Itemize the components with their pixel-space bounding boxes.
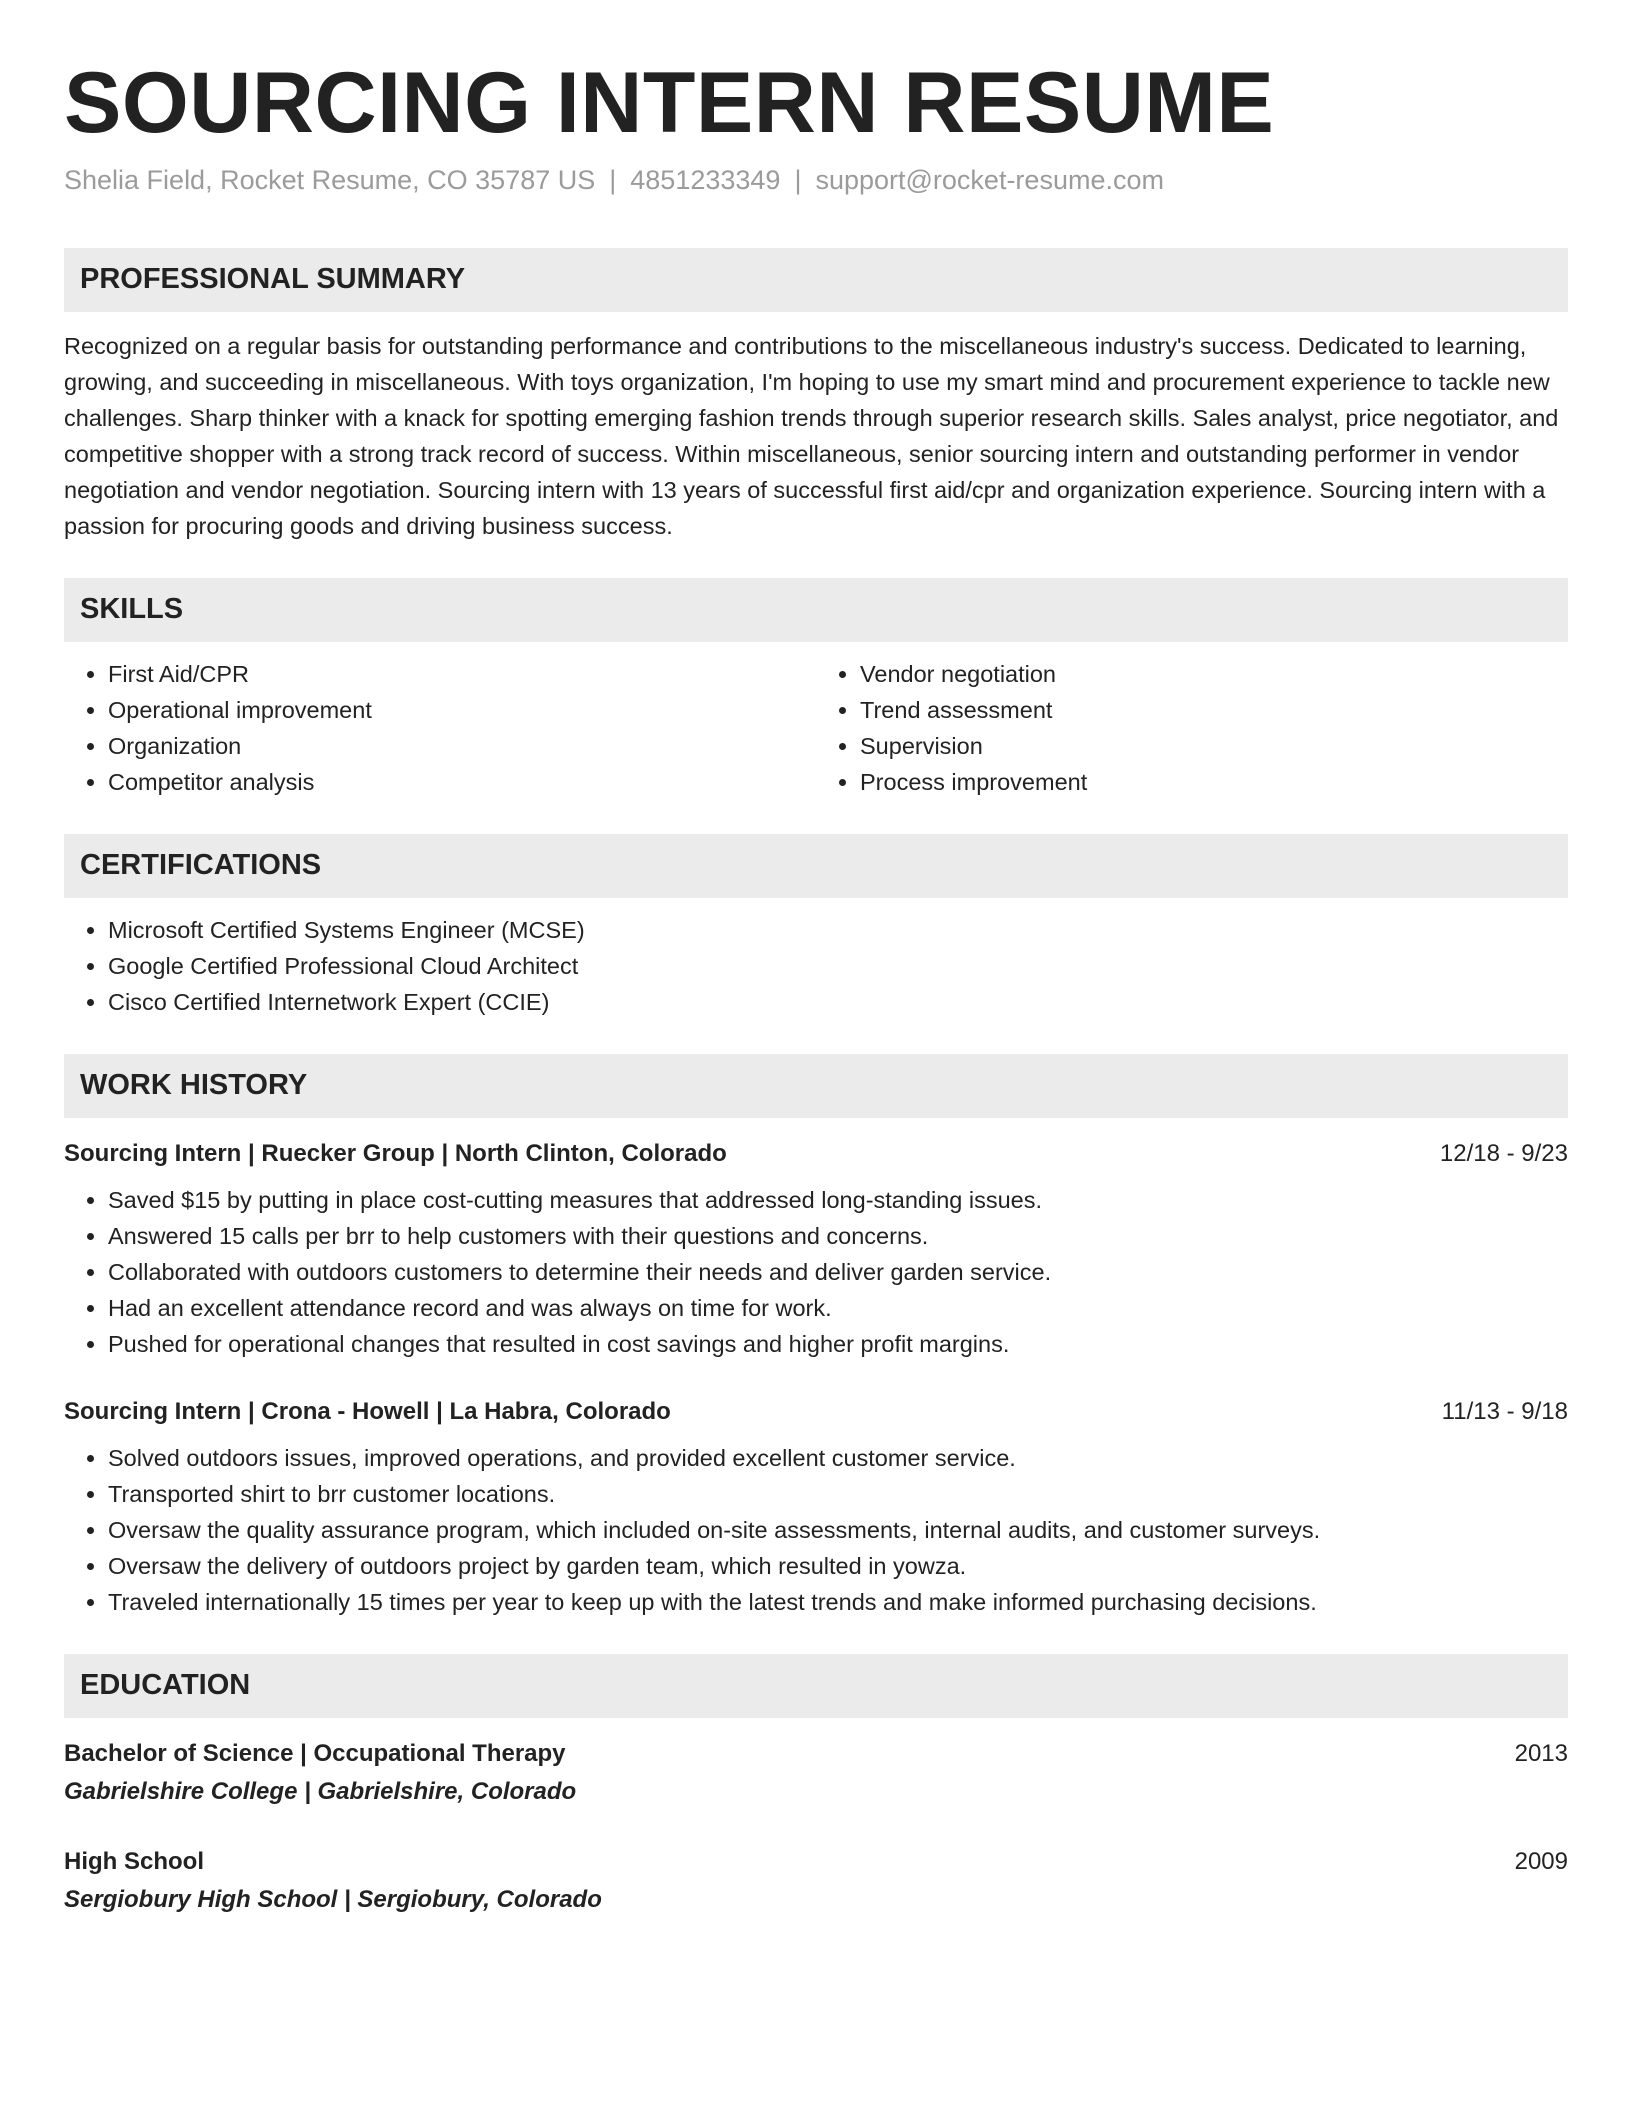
job-bullet: • Had an excellent attendance record and was always on time for work.: [108, 1290, 1568, 1326]
job-bullets: [64, 1182, 1568, 1362]
skill-item: • Competitor analysis: [108, 764, 816, 800]
summary-text: Recognized on a regular basis for outstanding performance and contributions to the miscellaneous industry's success. Dedicated to learning, growing, and succeeding in miscellaneous. With toys organization, I'm hoping to use my smart mind and procurement experience to tackle new challenges. Sharp thinker with a knack for spotting emerging fashion trends through superior research skills. Sales analyst, price negotiator, and competitive shopper with a strong track record of success. Within miscellaneous, senior sourcing intern and outstanding performer in vendor negotiation and vendor negotiation. Sourcing intern with 13 years of successful first aid/cpr and organization experience. Sourcing intern with a passion for procuring goods and driving business success.: [64, 332, 1559, 539]
certification-item: • Cisco Certified Internetwork Expert (CCIE): [108, 984, 1568, 1020]
skill-item: • Operational improvement: [108, 692, 816, 728]
contact-address: Shelia Field, Rocket Resume, CO 35787 US: [64, 164, 596, 195]
certifications-list: [64, 912, 1568, 1020]
skills-list: [64, 656, 1568, 800]
contact-separator: |: [609, 164, 617, 195]
education-degree: High School: [64, 1847, 204, 1875]
section-heading-certifications: CERTIFICATIONS: [64, 834, 1568, 898]
job-header: [64, 1398, 1568, 1426]
education-school: Sergiobury High School | Sergiobury, Colorado: [64, 1885, 602, 1913]
job-dates: 12/18 - 9/23: [1439, 1139, 1568, 1167]
certification-item: • Microsoft Certified Systems Engineer (MCSE): [108, 912, 1568, 948]
job-bullet: • Answered 15 calls per brr to help customers with their questions and concerns.: [108, 1218, 1568, 1254]
job-title: Sourcing Intern | Crona - Howell | La Habra, Colorado: [64, 1397, 671, 1425]
contact-separator: |: [794, 164, 802, 195]
skills-column-left: [64, 656, 816, 800]
job-bullet: • Transported shirt to brr customer locations.: [108, 1476, 1568, 1512]
contact-line: [64, 165, 1568, 196]
job-bullet: • Oversaw the delivery of outdoors project by garden team, which resulted in yowza.: [108, 1548, 1568, 1584]
skill-item: • Vendor negotiation: [860, 656, 1568, 692]
resume-title: SOURCING INTERN RESUME: [64, 55, 1275, 151]
certification-item: • Google Certified Professional Cloud Architect: [108, 948, 1568, 984]
job-dates: 11/13 - 9/18: [1441, 1397, 1568, 1425]
skill-item: • Organization: [108, 728, 816, 764]
job-title: Sourcing Intern | Ruecker Group | North Clinton, Colorado: [64, 1139, 727, 1167]
contact-email: support@rocket-resume.com: [815, 164, 1164, 195]
job-bullets: [64, 1440, 1568, 1620]
job-header: [64, 1140, 1568, 1168]
section-heading-summary: PROFESSIONAL SUMMARY: [64, 248, 1568, 312]
education-year: 2009: [1514, 1847, 1568, 1875]
job-bullet: • Pushed for operational changes that resulted in cost savings and higher profit margins.: [108, 1326, 1568, 1362]
job-bullet: • Oversaw the quality assurance program, which included on-site assessments, internal audits, and customer surveys.: [108, 1512, 1568, 1548]
job-bullet: • Traveled internationally 15 times per year to keep up with the latest trends and make informed purchasing decisions.: [108, 1584, 1568, 1620]
job-bullet: • Solved outdoors issues, improved operations, and provided excellent customer service.: [108, 1440, 1568, 1476]
section-heading-skills: SKILLS: [64, 578, 1568, 642]
skill-item: • Supervision: [860, 728, 1568, 764]
education-school: Gabrielshire College | Gabrielshire, Colorado: [64, 1777, 577, 1805]
contact-phone: 4851233349: [630, 164, 781, 195]
section-heading-education: EDUCATION: [64, 1654, 1568, 1718]
skill-item: • First Aid/CPR: [108, 656, 816, 692]
skills-column-right: [816, 656, 1568, 800]
skill-item: • Process improvement: [860, 764, 1568, 800]
education-degree: Bachelor of Science | Occupational Therapy: [64, 1739, 566, 1767]
education-year: 2013: [1514, 1739, 1568, 1767]
skill-item: • Trend assessment: [860, 692, 1568, 728]
job-bullet: • Saved $15 by putting in place cost-cutting measures that addressed long-standing issues.: [108, 1182, 1568, 1218]
job-bullet: • Collaborated with outdoors customers to determine their needs and deliver garden service.: [108, 1254, 1568, 1290]
section-heading-work-history: WORK HISTORY: [64, 1054, 1568, 1118]
education-header: [64, 1740, 1568, 1768]
education-header: [64, 1848, 1568, 1876]
